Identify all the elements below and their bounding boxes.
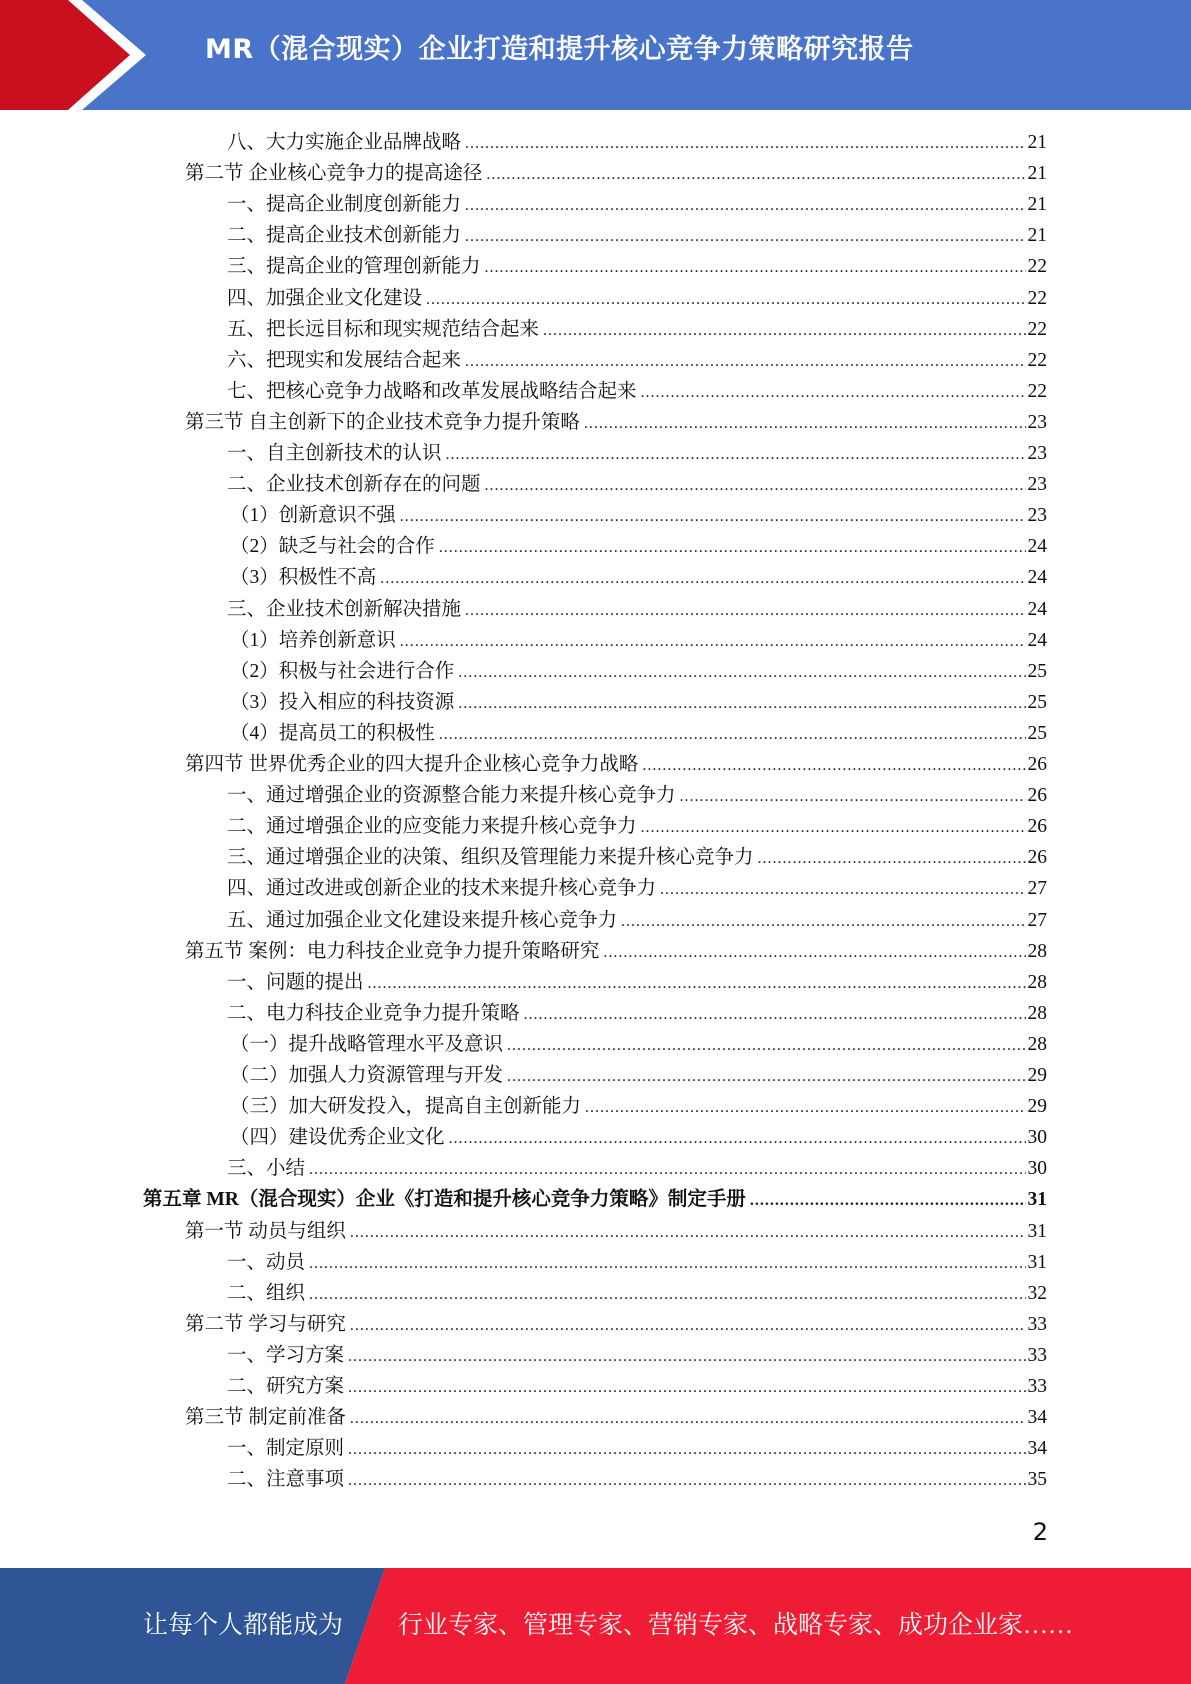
toc-entry-page-number: 25	[1027, 722, 1047, 744]
toc-entry-item[interactable]	[227, 811, 1047, 842]
toc-entry-title: 二、通过增强企业的应变能力来提升核心竞争力	[227, 816, 637, 838]
toc-entry-title: （2）缺乏与社会的合作	[230, 536, 435, 558]
toc-entry-page-number: 34	[1027, 1438, 1047, 1460]
toc-entry-page-number: 23	[1027, 443, 1047, 464]
toc-dot-leader	[348, 1434, 1025, 1465]
toc-entry-title: （1）创新意识不强	[230, 505, 396, 527]
toc-dot-leader	[584, 408, 1026, 439]
footer-slogan-right: 行业专家、管理专家、营销专家、战略专家、成功企业家……	[398, 1612, 1074, 1639]
toc-entry-sub[interactable]	[230, 687, 1047, 718]
toc-entry-chapter[interactable]	[143, 1184, 1047, 1215]
toc-entry-page-number: 26	[1027, 754, 1047, 775]
toc-entry-title: （2）积极与社会进行合作	[230, 660, 455, 682]
toc-entry-page-number: 21	[1027, 163, 1047, 185]
toc-entry-title: 第三节 自主创新下的企业技术竞争力提升策略	[185, 411, 580, 433]
toc-entry-item[interactable]	[227, 1153, 1047, 1184]
toc-entry-page-number: 33	[1027, 1376, 1047, 1397]
toc-entry-title: 第五章 MR（混合现实）企业《打造和提升核心竞争力策略》制定手册	[143, 1189, 746, 1211]
toc-dot-leader	[350, 1403, 1026, 1434]
toc-entry-section[interactable]	[185, 1309, 1047, 1340]
toc-entry-page-number: 21	[1027, 225, 1047, 247]
toc-dot-leader	[458, 657, 1025, 688]
footer-banner	[0, 1568, 1191, 1684]
toc-dot-leader	[368, 968, 1026, 999]
toc-entry-title: 第五节 案例：电力科技企业竞争力提升策略研究	[185, 940, 600, 962]
toc-entry-item[interactable]	[227, 1464, 1047, 1495]
toc-entry-title: 第三节 制定前准备	[185, 1407, 346, 1429]
toc-dot-leader	[507, 1030, 1025, 1061]
toc-entry-title: 二、提高企业技术创新能力	[227, 225, 462, 247]
toc-dot-leader	[449, 1123, 1026, 1154]
toc-entry-item[interactable]	[227, 842, 1047, 873]
toc-entry-page-number: 35	[1027, 1469, 1047, 1491]
toc-entry-sub[interactable]	[230, 1091, 1047, 1122]
toc-entry-item[interactable]	[227, 438, 1047, 469]
toc-entry-title: 八、大力实施企业品牌战略	[227, 132, 462, 153]
toc-entry-sub[interactable]	[230, 625, 1047, 656]
toc-entry-page-number: 21	[1027, 132, 1047, 153]
toc-entry-title: 二、组织	[227, 1282, 306, 1304]
toc-entry-section[interactable]	[185, 936, 1047, 967]
toc-entry-title: 第二节 学习与研究	[185, 1313, 346, 1335]
toc-entry-page-number: 22	[1027, 318, 1047, 340]
toc-entry-title: 一、动员	[227, 1251, 306, 1273]
toc-entry-page-number: 31	[1027, 1251, 1047, 1273]
header-bar	[0, 0, 1191, 110]
toc-entry-title: 五、通过加强企业文化建设来提升核心竞争力	[227, 909, 618, 931]
toc-entry-sub[interactable]	[230, 500, 1047, 531]
toc-entry-title: 三、提高企业的管理创新能力	[227, 256, 481, 278]
toc-entry-page-number: 24	[1027, 536, 1047, 558]
toc-entry-page-number: 23	[1027, 474, 1047, 496]
toc-entry-sub[interactable]	[230, 1122, 1047, 1153]
document-title: MR（混合现实）企业打造和提升核心竞争力策略研究报告	[205, 34, 914, 65]
toc-entry-section[interactable]	[185, 407, 1047, 438]
toc-entry-page-number: 32	[1027, 1282, 1047, 1304]
toc-dot-leader	[309, 1248, 1025, 1279]
toc-dot-leader	[446, 439, 1026, 470]
toc-entry-title: 一、学习方案	[227, 1344, 345, 1366]
toc-entry-title: （三）加大研发投入，提高自主创新能力	[230, 1096, 582, 1118]
toc-entry-section[interactable]	[185, 158, 1047, 189]
toc-dot-leader	[680, 781, 1026, 812]
toc-entry-page-number: 25	[1027, 660, 1047, 682]
toc-entry-item[interactable]	[227, 780, 1047, 811]
toc-entry-item[interactable]	[227, 1278, 1047, 1309]
toc-dot-leader	[465, 595, 1025, 626]
toc-entry-title: 二、研究方案	[227, 1376, 345, 1397]
toc-dot-leader	[465, 346, 1025, 377]
toc-dot-leader	[524, 999, 1026, 1030]
toc-entry-section[interactable]	[185, 749, 1047, 780]
toc-entry-title: 六、把现实和发展结合起来	[227, 349, 462, 371]
toc-entry-page-number: 24	[1027, 567, 1047, 589]
toc-entry-item[interactable]	[227, 1340, 1047, 1371]
toc-entry-page-number: 33	[1027, 1344, 1047, 1366]
toc-entry-title: 三、小结	[227, 1158, 306, 1180]
toc-entry-page-number: 30	[1027, 1158, 1047, 1180]
toc-entry-title: 二、企业技术创新存在的问题	[227, 474, 481, 496]
toc-entry-title: （3）积极性不高	[230, 567, 377, 589]
page-number: 2	[1032, 1518, 1048, 1546]
toc-entry-title: 一、自主创新技术的认识	[227, 443, 442, 464]
toc-dot-leader	[309, 1154, 1025, 1185]
toc-dot-leader	[348, 1465, 1025, 1496]
header-arrow-decoration	[0, 0, 200, 110]
toc-dot-leader	[641, 812, 1026, 843]
toc-dot-leader	[426, 284, 1025, 315]
toc-dot-leader	[348, 1341, 1025, 1372]
toc-entry-page-number: 22	[1027, 349, 1047, 371]
toc-entry-sub[interactable]	[230, 718, 1047, 749]
toc-entry-page-number: 31	[1027, 1220, 1047, 1242]
toc-entry-sub[interactable]	[230, 562, 1047, 593]
toc-entry-title: 二、电力科技企业竞争力提升策略	[227, 1002, 520, 1024]
toc-entry-item[interactable]	[227, 1433, 1047, 1464]
toc-entry-title: （一）提升战略管理水平及意识	[230, 1033, 504, 1055]
toc-dot-leader	[660, 874, 1025, 905]
toc-entry-item[interactable]	[227, 873, 1047, 904]
toc-entry-page-number: 33	[1027, 1313, 1047, 1335]
toc-entry-title: 一、问题的提出	[227, 971, 364, 993]
toc-entry-page-number: 24	[1027, 629, 1047, 651]
toc-entry-title: （4）提高员工的积极性	[230, 722, 435, 744]
toc-dot-leader	[400, 626, 1026, 657]
toc-entry-page-number: 25	[1027, 691, 1047, 713]
toc-entry-page-number: 24	[1027, 598, 1047, 620]
toc-entry-title: 三、企业技术创新解决措施	[227, 598, 462, 620]
toc-entry-page-number: 21	[1027, 194, 1047, 216]
toc-entry-item[interactable]	[227, 594, 1047, 625]
toc-entry-sub[interactable]	[230, 656, 1047, 687]
toc-dot-leader	[621, 906, 1025, 937]
toc-dot-leader	[439, 532, 1026, 563]
toc-dot-leader	[309, 1279, 1025, 1310]
toc-dot-leader	[758, 843, 1026, 874]
toc-dot-leader	[750, 1185, 1026, 1216]
toc-entry-title: （3）投入相应的科技资源	[230, 691, 455, 713]
toc-entry-page-number: 28	[1027, 971, 1047, 993]
toc-entry-page-number: 30	[1027, 1127, 1047, 1149]
toc-entry-item[interactable]	[227, 1247, 1047, 1278]
toc-entry-title: 四、通过改进或创新企业的技术来提升核心竞争力	[227, 878, 657, 900]
toc-entry-page-number: 22	[1027, 256, 1047, 278]
toc-entry-item[interactable]	[227, 967, 1047, 998]
toc-entry-page-number: 23	[1027, 505, 1047, 527]
toc-dot-leader	[543, 315, 1025, 346]
toc-entry-item[interactable]	[227, 283, 1047, 314]
toc-entry-title: （二）加强人力资源管理与开发	[230, 1065, 504, 1086]
toc-entry-sub[interactable]	[230, 1029, 1047, 1060]
toc-dot-leader	[485, 252, 1026, 283]
toc-entry-sub[interactable]	[230, 531, 1047, 562]
toc-dot-leader	[603, 937, 1025, 968]
toc-entry-item[interactable]	[227, 998, 1047, 1029]
toc-entry-page-number: 26	[1027, 847, 1047, 869]
toc-entry-page-number: 34	[1027, 1407, 1047, 1429]
toc-entry-item[interactable]	[227, 251, 1047, 282]
toc-entry-page-number: 26	[1027, 816, 1047, 838]
toc-entry-title: 第二节 企业核心竞争力的提高途径	[185, 163, 483, 185]
toc-dot-leader	[380, 563, 1025, 594]
toc-entry-page-number: 29	[1027, 1096, 1047, 1118]
toc-dot-leader	[439, 719, 1026, 750]
toc-dot-leader	[641, 377, 1026, 408]
toc-entry-item[interactable]	[227, 376, 1047, 407]
toc-entry-title: 五、把长远目标和现实规范结合起来	[227, 318, 540, 340]
footer-slogan-left: 让每个人都能成为	[143, 1612, 344, 1639]
toc-dot-leader	[585, 1092, 1025, 1123]
toc-dot-leader	[465, 221, 1025, 252]
toc-dot-leader	[507, 1061, 1025, 1092]
toc-dot-leader	[350, 1310, 1026, 1341]
toc-dot-leader	[458, 688, 1025, 719]
toc-entry-title: （1）培养创新意识	[230, 629, 396, 651]
toc-entry-item[interactable]	[227, 469, 1047, 500]
toc-dot-leader	[348, 1372, 1025, 1403]
toc-entry-item[interactable]	[227, 220, 1047, 251]
toc-entry-page-number: 29	[1027, 1065, 1047, 1086]
toc-entry-page-number: 28	[1027, 940, 1047, 962]
toc-entry-title: 二、注意事项	[227, 1469, 345, 1491]
toc-entry-sub[interactable]	[230, 1060, 1047, 1091]
toc-entry-section[interactable]	[185, 1216, 1047, 1247]
toc-dot-leader	[465, 128, 1025, 159]
toc-entry-title: 一、提高企业制度创新能力	[227, 194, 462, 216]
toc-entry-title: （四）建设优秀企业文化	[230, 1127, 445, 1149]
toc-entry-item[interactable]	[227, 1371, 1047, 1402]
toc-dot-leader	[400, 501, 1026, 532]
toc-entry-page-number: 27	[1027, 909, 1047, 931]
toc-dot-leader	[485, 470, 1026, 501]
toc-entry-item[interactable]	[227, 905, 1047, 936]
toc-entry-page-number: 23	[1027, 411, 1047, 433]
toc-entry-item[interactable]	[227, 314, 1047, 345]
toc-entry-title: 第一节 动员与组织	[185, 1220, 346, 1242]
toc-dot-leader	[350, 1217, 1026, 1248]
toc-dot-leader	[486, 159, 1025, 190]
toc-entry-item[interactable]	[227, 345, 1047, 376]
toc-entry-title: 一、通过增强企业的资源整合能力来提升核心竞争力	[227, 785, 676, 807]
toc-entry-title: 一、制定原则	[227, 1438, 345, 1460]
toc-entry-title: 第四节 世界优秀企业的四大提升企业核心竞争力战略	[185, 754, 639, 775]
toc-entry-title: 四、加强企业文化建设	[227, 287, 423, 309]
toc-entry-page-number: 22	[1027, 380, 1047, 402]
toc-dot-leader	[465, 190, 1025, 221]
toc-entry-page-number: 28	[1027, 1033, 1047, 1055]
toc-entry-item[interactable]	[227, 189, 1047, 220]
toc-dot-leader	[642, 750, 1025, 781]
toc-entry-page-number: 26	[1027, 785, 1047, 807]
toc-entry-item[interactable]	[227, 127, 1047, 158]
toc-entry-page-number: 27	[1027, 878, 1047, 900]
toc-entry-page-number: 31	[1027, 1189, 1047, 1211]
toc-entry-title: 七、把核心竞争力战略和改革发展战略结合起来	[227, 380, 637, 402]
toc-entry-section[interactable]	[185, 1402, 1047, 1433]
toc-entry-page-number: 22	[1027, 287, 1047, 309]
toc-entry-page-number: 28	[1027, 1002, 1047, 1024]
toc-entry-title: 三、通过增强企业的决策、组织及管理能力来提升核心竞争力	[227, 847, 754, 869]
